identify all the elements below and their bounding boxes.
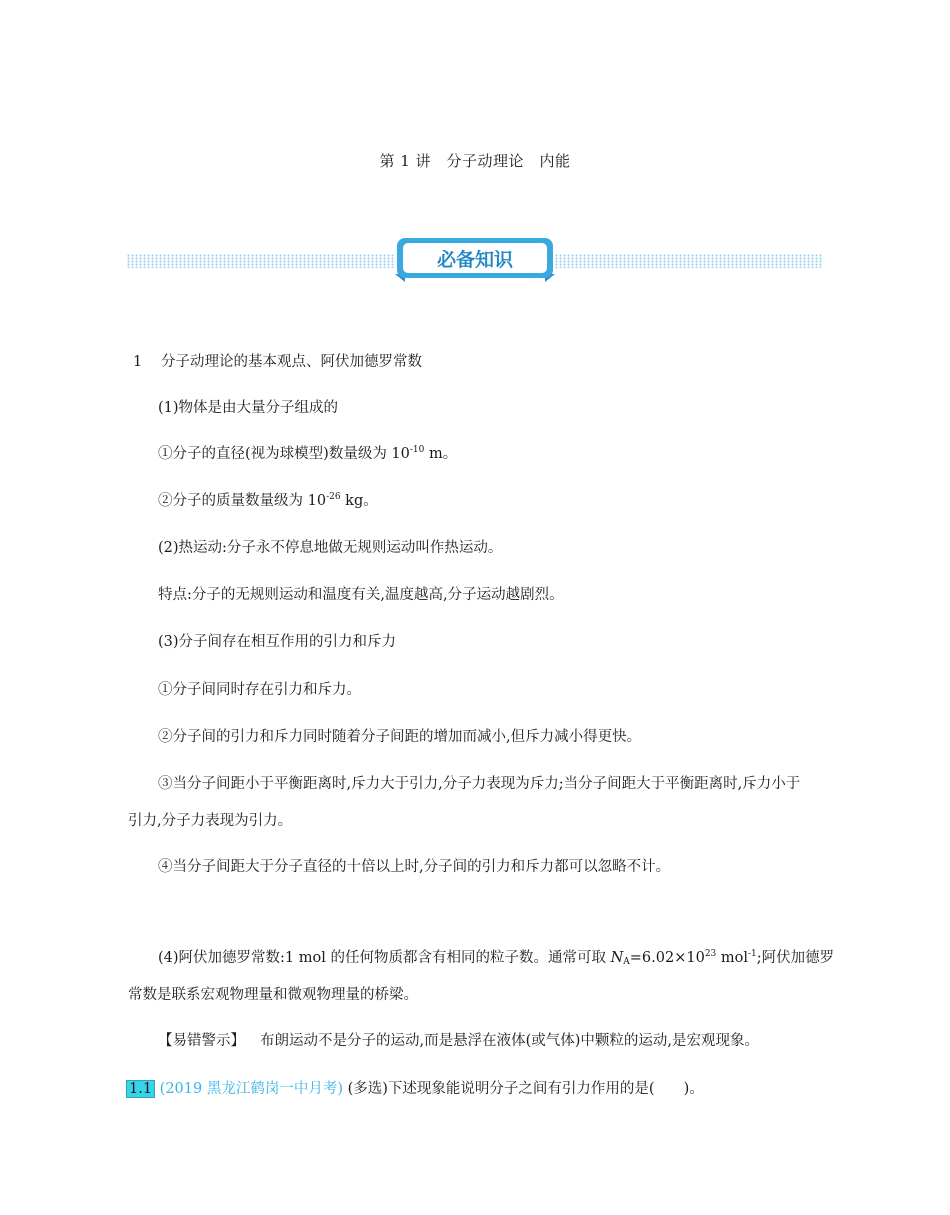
warning-label: 【易错警示】: [158, 1033, 245, 1049]
question-tag: 1.1: [126, 1080, 155, 1098]
paragraph-4: (2)热运动:分子永不停息地做无规则运动叫作热运动。: [158, 540, 503, 556]
page-title: 第 1 讲 分子动理论 内能: [379, 152, 571, 170]
paragraph-9-line-2: 引力,分子力表现为引力。: [128, 813, 293, 829]
paragraph-3: ②分子的质量数量级为 $10^{-26}$ kg。: [158, 492, 378, 509]
warning-text: 布朗运动不是分子的运动,而是悬浮在液体(或气体)中颗粒的运动,是宏观现象。: [260, 1033, 760, 1049]
paragraph-8: ②分子间的引力和斥力同时随着分子间距的增加而减小,但斥力减小得更快。: [158, 729, 642, 745]
paragraph-1: (1)物体是由大量分子组成的: [158, 400, 339, 416]
paragraph-11: (4)阿伏加德罗常数:1 mol 的任何物质都含有相同的粒子数。通常可取 $N_A=6.02\times 10^{23}$ mol$^{-1}$;阿伏加德罗: [158, 949, 835, 967]
paragraph-9-line-1: ③当分子间距小于平衡距离时,斥力大于引力,分子力表现为斥力;当分子间距大于平衡距离时,斥力小于: [158, 776, 801, 792]
section-banner: [127, 236, 823, 282]
question-text: 下述现象能说明分子之间有引力作用的是( )。: [387, 1081, 704, 1097]
question-type: (多选): [347, 1081, 388, 1097]
paragraph-7: ①分子间同时存在引力和斥力。: [158, 682, 361, 698]
section-heading: 分子动理论的基本观点、阿伏加德罗常数: [161, 354, 422, 370]
question-1-1: [126, 1079, 704, 1099]
paragraph-12: 常数是联系宏观物理量和微观物理量的桥梁。: [128, 987, 418, 1003]
section-number: 1: [133, 354, 143, 370]
paragraph-6: (3)分子间存在相互作用的引力和斥力: [158, 634, 397, 650]
paragraph-10: ④当分子间距大于分子直径的十倍以上时,分子间的引力和斥力都可以忽略不计。: [158, 859, 671, 875]
paragraph-5: 特点:分子的无规则运动和温度有关,温度越高,分子运动越剧烈。: [158, 587, 564, 603]
banner-label: 必备知识: [436, 249, 514, 271]
question-source: (2019 黑龙江鹤岗一中月考): [159, 1081, 343, 1097]
paragraph-2: ①分子的直径(视为球模型)数量级为 $10^{-10}$ m。: [158, 445, 458, 462]
